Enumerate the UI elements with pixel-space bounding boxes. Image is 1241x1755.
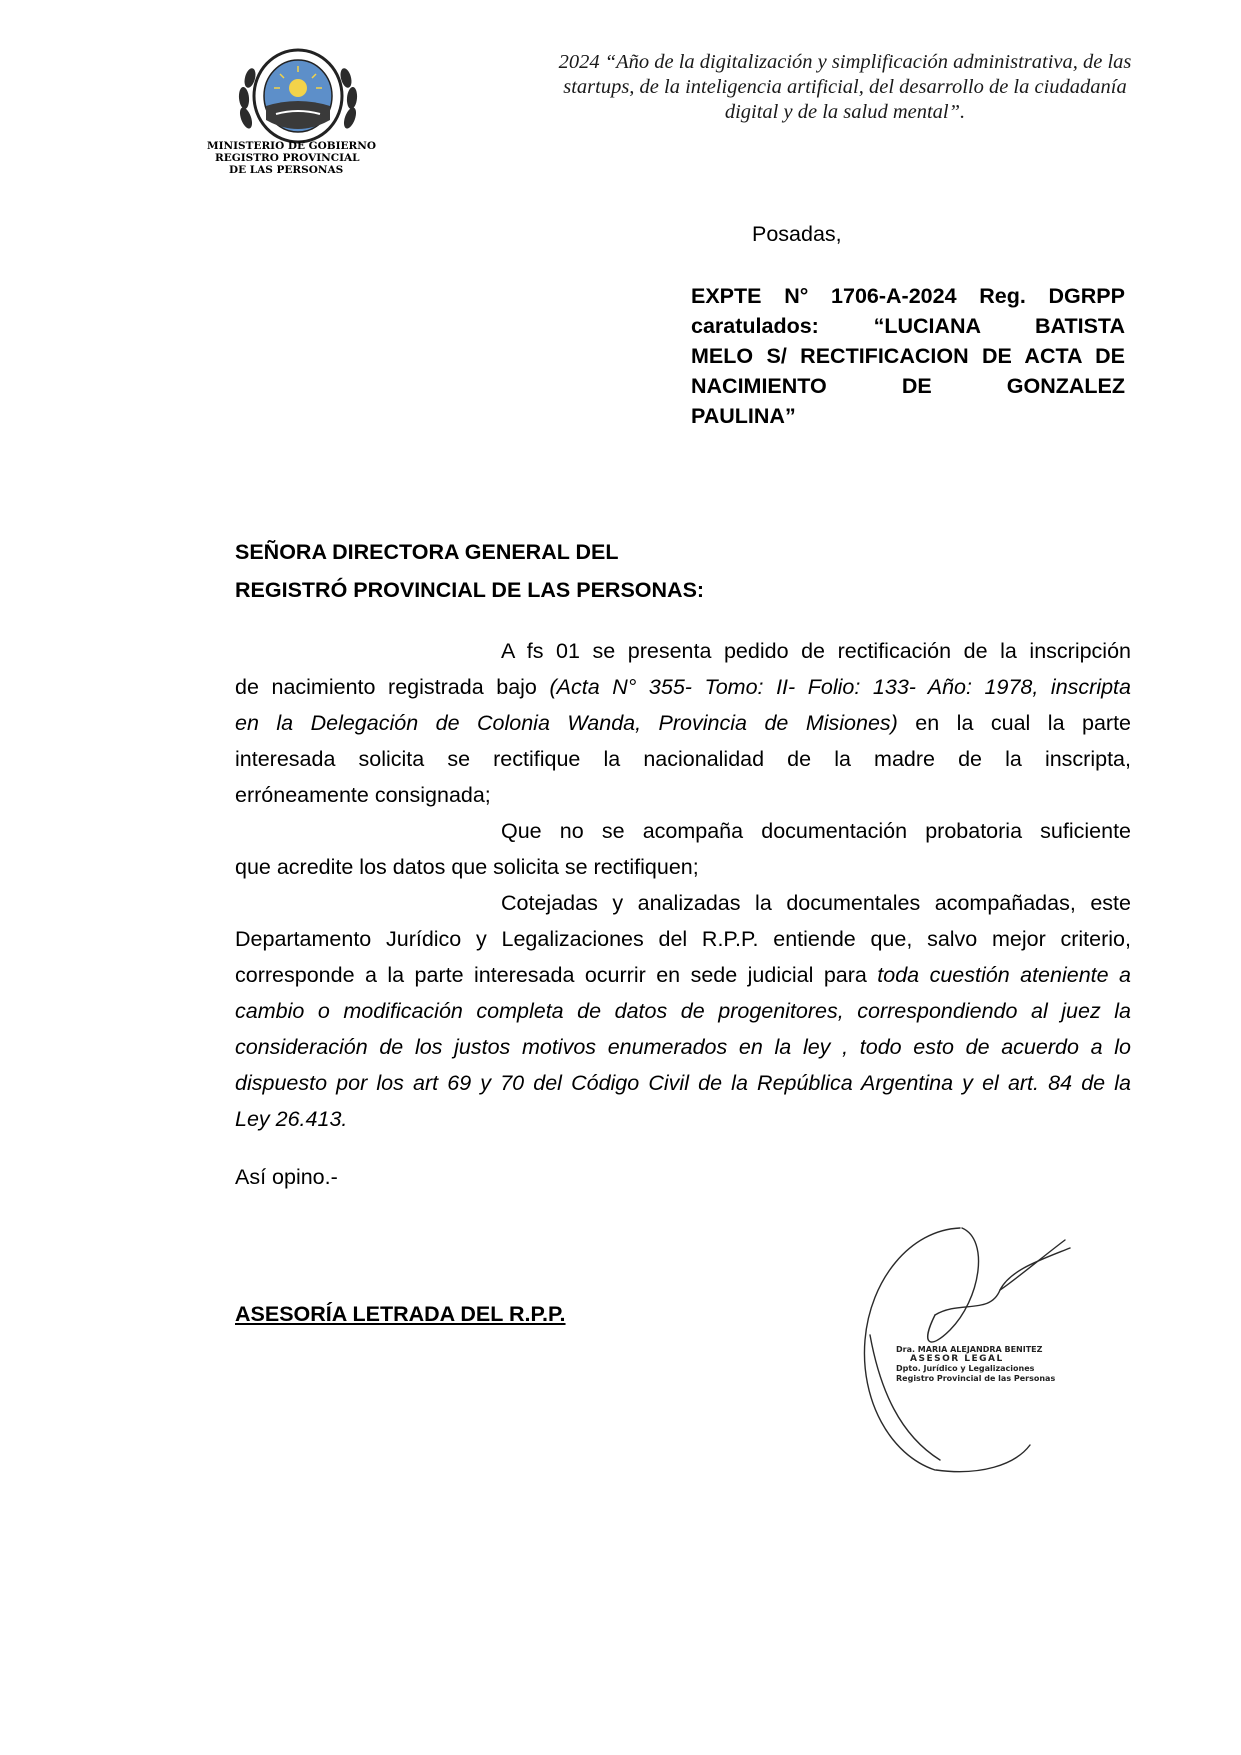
paragraph-line	[235, 705, 1131, 741]
text-italic: Ley 26.413.	[235, 1107, 348, 1131]
paragraph-line: Departamento Jurídico y Legalizaciones del R.P.P. entiende que, salvo mejor criterio,	[235, 927, 1131, 951]
closing-statement: Así opino.-	[235, 1165, 338, 1189]
text-italic: en la Delegación de Colonia Wanda, Provincia de Misiones)	[235, 711, 898, 735]
stamp-line: ASESOR LEGAL	[910, 1353, 1004, 1364]
motto-line: 2024 “Año de la digitalización y simplificación administrativa, de las	[558, 51, 1132, 73]
text-italic: consideración de los justos motivos enumerados en la ley , todo esto de acuerdo a lo	[235, 1035, 1131, 1059]
case-reference-line: MELO S/ RECTIFICACION DE ACTA DE	[691, 344, 1125, 368]
paragraph-line: A fs 01 se presenta pedido de rectificación de la inscripción	[501, 639, 1131, 663]
paragraph-line	[235, 1101, 1131, 1137]
signing-office: ASESORÍA LETRADA DEL R.P.P.	[235, 1302, 566, 1326]
stamp-line: Registro Provincial de las Personas	[896, 1373, 1056, 1383]
motto-line: startups, de la inteligencia artificial, del desarrollo de la ciudadanía	[563, 76, 1127, 98]
addressee-line: SEÑORA DIRECTORA GENERAL DEL	[235, 540, 619, 564]
case-reference-line: NACIMIENTO DE GONZALEZ	[691, 374, 1125, 398]
paragraph-line: Cotejadas y analizadas la documentales acompañadas, este	[501, 891, 1131, 915]
ministry-header	[207, 140, 407, 176]
paragraph-line	[235, 993, 1131, 1029]
paragraph-line: Que no se acompaña documentación probatoria suficiente	[501, 819, 1131, 843]
text-italic: toda cuestión ateniente a	[877, 963, 1131, 987]
paragraph-line: erróneamente consignada;	[235, 783, 491, 807]
addressee	[235, 533, 704, 609]
case-reference-line: caratulados: “LUCIANA BATISTA	[691, 314, 1125, 338]
paragraph-line	[235, 1029, 1131, 1065]
text-normal: corresponde a la parte interesada ocurrir en sede judicial para	[235, 963, 878, 987]
text-italic: dispuesto por los art 69 y 70 del Código Civil de la República Argentina y el art. 84 de la	[235, 1071, 1131, 1095]
case-reference-line: PAULINA”	[691, 404, 796, 428]
text-normal: de nacimiento registrada bajo	[235, 675, 550, 699]
paragraph-line	[235, 669, 1131, 705]
case-reference-line: EXPTE N° 1706-A-2024 Reg. DGRPP	[691, 284, 1125, 308]
addressee-line: REGISTRÓ PROVINCIAL DE LAS PERSONAS:	[235, 578, 705, 602]
stamp-line: Dpto. Jurídico y Legalizaciones	[896, 1364, 1035, 1373]
year-motto	[520, 50, 1170, 125]
ministry-line: REGISTRO PROVINCIAL	[215, 152, 360, 164]
text-italic: cambio o modificación completa de datos de progenitores, correspondiendo al juez la	[235, 999, 1131, 1023]
paragraph-line	[235, 1065, 1131, 1101]
text-normal: en la cual la parte	[897, 711, 1131, 735]
text-italic: (Acta N° 355- Tomo: II- Folio: 133- Año: 1978, inscripta	[549, 675, 1131, 699]
paragraph-line: interesada solicita se rectifique la nacionalidad de la madre de la inscripta,	[235, 747, 1131, 771]
official-stamp	[896, 1345, 1056, 1383]
body-paragraph-2	[235, 813, 1131, 885]
paragraph-line: que acredite los datos que solicita se rectifiquen;	[235, 855, 699, 879]
ministry-line: MINISTERIO DE GOBIERNO	[207, 140, 377, 152]
ministry-line: DE LAS PERSONAS	[229, 164, 344, 176]
body-paragraph-3	[235, 885, 1131, 1137]
motto-line: digital y de la salud mental”.	[724, 101, 966, 123]
province-crest-logo	[236, 48, 360, 148]
paragraph-line	[235, 957, 1131, 993]
body-paragraph-1	[235, 633, 1131, 813]
place-date: Posadas,	[752, 222, 842, 246]
stamp-line: Dra. MARIA ALEJANDRA BENITEZ	[896, 1345, 1043, 1354]
case-reference	[691, 281, 1125, 431]
